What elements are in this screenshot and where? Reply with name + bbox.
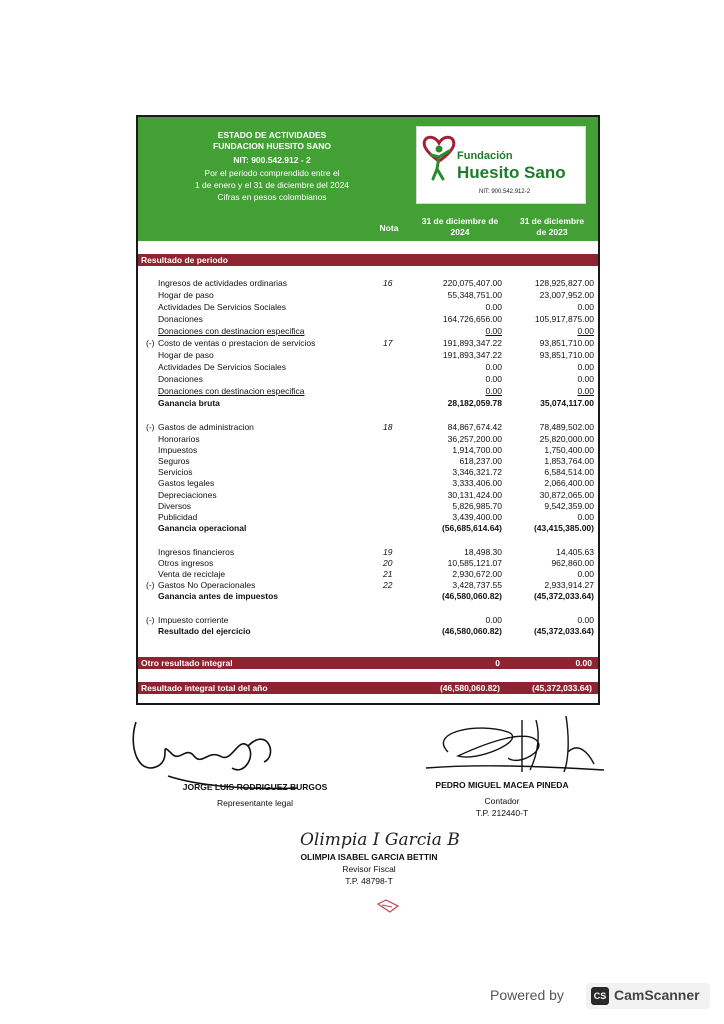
row-label: Ingresos financieros: [158, 547, 235, 557]
powered-by-label: Powered by: [490, 987, 564, 1003]
row-nota: 16: [383, 278, 393, 288]
row-nota: 22: [383, 580, 393, 590]
legal-rep-role: Representante legal: [216, 798, 294, 808]
row-value-2023: 0.00: [577, 512, 594, 522]
row-value-2023: 23,007,952.00: [539, 290, 594, 300]
row-value-2023: (43,415,385.00): [533, 523, 594, 533]
band-total-2023: (45,372,033.64): [531, 683, 592, 693]
table-row: [138, 615, 598, 626]
band-total-2024: (46,580,060.82): [439, 683, 500, 693]
row-value-2023: 35,074,117.00: [540, 398, 594, 408]
row-value-2023: 93,851,710.00: [539, 350, 594, 360]
row-value-2024: 10,585,121.07: [447, 558, 502, 568]
table-row: [138, 490, 598, 501]
contador-name: PEDRO MIGUEL MACEA PINEDA: [435, 780, 569, 790]
row-label: Ganancia operacional: [158, 523, 247, 533]
row-value-2023: 30,872,065.00: [539, 490, 594, 500]
row-value-2023: 0.00: [577, 386, 594, 396]
row-value-2023: 0.00: [577, 326, 594, 336]
table-row: [138, 558, 598, 569]
row-value-2023: 93,851,710.00: [539, 338, 594, 348]
column-header-2023-b: de 2023: [536, 227, 568, 237]
organization-name: FUNDACION HUESITO SANO: [213, 141, 331, 151]
table-row: [138, 512, 598, 523]
table-row: [138, 290, 598, 301]
contador-role: Contador: [484, 796, 520, 806]
signature-block-contador: [418, 779, 586, 819]
table-row: [138, 398, 598, 409]
row-value-2023: 2,066,400.00: [544, 478, 594, 488]
row-value-2023: 78,489,502.00: [539, 422, 594, 432]
table-row: [138, 626, 598, 637]
row-label: Donaciones con destinacion especifica: [158, 326, 305, 336]
row-value-2024: 0.00: [485, 615, 502, 625]
camscanner-badge: [586, 983, 710, 1009]
table-row: [138, 422, 598, 433]
table-row: [138, 478, 598, 489]
table-row: [138, 326, 598, 337]
row-label: Seguros: [158, 456, 190, 466]
row-label: Ganancia bruta: [158, 398, 220, 408]
foundation-logo: [416, 126, 586, 204]
table-row: [138, 314, 598, 325]
row-value-2023: 6,584,514.00: [544, 467, 594, 477]
row-value-2023: (45,372,033.64): [533, 626, 594, 636]
row-prefix: (-): [146, 580, 155, 590]
band-otro-resultado: [138, 657, 598, 669]
row-value-2023: 0.00: [577, 615, 594, 625]
row-value-2024: 0.00: [485, 362, 502, 372]
row-value-2024: 84,867,674.42: [447, 422, 502, 432]
table-row: [138, 467, 598, 478]
logo-text-fundacion: Fundación: [457, 150, 513, 162]
column-header-nota: Nota: [379, 223, 399, 233]
table-row: [138, 591, 598, 602]
period-line-2: 1 de enero y el 31 de diciembre del 2024: [194, 180, 350, 190]
row-value-2023: 9,542,359.00: [544, 501, 594, 511]
row-label: Donaciones: [158, 314, 203, 324]
band-total-label: Resultado integral total del año: [141, 683, 268, 693]
row-value-2024: 618,237.00: [459, 456, 502, 466]
row-value-2024: (46,580,060.82): [441, 626, 502, 636]
row-value-2024: (56,685,614.64): [441, 523, 502, 533]
band-resultado-periodo: [138, 254, 598, 266]
revisor-role: Revisor Fiscal: [342, 864, 396, 874]
statement-header: [138, 117, 598, 241]
camscanner-icon: CS: [591, 987, 609, 1005]
row-nota: 18: [383, 422, 393, 432]
table-row: [138, 580, 598, 591]
row-value-2024: 191,893,347.22: [442, 338, 502, 348]
row-value-2024: 30,131,424.00: [447, 490, 502, 500]
row-label: Servicios: [158, 467, 193, 477]
row-label: Diversos: [158, 501, 192, 511]
row-value-2024: 3,333,406.00: [452, 478, 502, 488]
row-value-2024: 220,075,407.00: [442, 278, 502, 288]
row-value-2024: 55,348,751.00: [447, 290, 502, 300]
signature-revisor-script: Olimpia I Garcia B: [300, 830, 460, 850]
table-row: [138, 547, 598, 558]
camscanner-brand: CamScanner: [614, 987, 700, 1003]
row-label: Resultado del ejercicio: [158, 626, 251, 636]
statement-title: ESTADO DE ACTIVIDADES: [217, 130, 327, 140]
row-value-2023: 1,750,400.00: [544, 445, 594, 455]
row-label: Gastos legales: [158, 478, 215, 488]
column-header-2024-b: 2024: [450, 227, 470, 237]
column-header-2023-a: 31 de diciembre: [519, 216, 585, 226]
row-label: Hogar de paso: [158, 350, 214, 360]
stamp-mark-icon: [376, 898, 400, 914]
row-value-2024: 36,257,200.00: [447, 434, 502, 444]
row-label: Publicidad: [158, 512, 198, 522]
row-label: Ingresos de actividades ordinarias: [158, 278, 287, 288]
row-value-2024: 2,930,672.00: [452, 569, 502, 579]
row-nota: 21: [383, 569, 393, 579]
legal-rep-name: JORGE LUIS RODRIGUEZ BURGOS: [182, 782, 328, 792]
row-value-2024: 191,893,347.22: [442, 350, 502, 360]
signature-contador: [418, 712, 608, 778]
row-label: Gastos de administracion: [158, 422, 254, 432]
column-header-2024-a: 31 de diciembre de: [421, 216, 499, 226]
row-nota: 17: [383, 338, 393, 348]
row-label: Costo de ventas o prestacion de servicios: [158, 338, 316, 348]
row-label: Impuestos: [158, 445, 198, 455]
row-value-2023: 2,933,914.27: [544, 580, 594, 590]
row-prefix: (-): [146, 422, 155, 432]
band-resultado-total: [138, 682, 598, 694]
row-nota: 19: [383, 547, 393, 557]
row-label: Hogar de paso: [158, 290, 214, 300]
organization-nit: NIT: 900.542.912 - 2: [233, 155, 311, 165]
table-row: [138, 302, 598, 313]
row-label: Donaciones con destinacion especifica: [158, 386, 305, 396]
row-value-2024: (46,580,060.82): [441, 591, 502, 601]
row-value-2024: 18,498.30: [464, 547, 502, 557]
row-value-2024: 0.00: [485, 386, 502, 396]
currency-note: Cifras en pesos colombianos: [217, 192, 327, 202]
signature-block-legal: [166, 781, 344, 809]
revisor-tp: T.P. 48798-T: [345, 876, 393, 886]
table-row: [138, 350, 598, 361]
row-value-2024: 28,182,059.78: [447, 398, 502, 408]
financial-statement: [136, 115, 600, 705]
row-label: Ganancia antes de impuestos: [158, 591, 278, 601]
row-label: Donaciones: [158, 374, 203, 384]
row-value-2023: 105,917,875.00: [534, 314, 594, 324]
row-value-2024: 5,826,985.70: [452, 501, 502, 511]
row-value-2023: (45,372,033.64): [533, 591, 594, 601]
heart-figure-icon: [421, 133, 457, 181]
row-value-2024: 3,346,321.72: [452, 467, 502, 477]
table-row: [138, 386, 598, 397]
row-value-2023: 1,853,764.00: [544, 456, 594, 466]
logo-nit: NIT: 900.542.912-2: [479, 189, 531, 195]
table-row: [138, 523, 598, 534]
revisor-name: OLIMPIA ISABEL GARCIA BETTIN: [300, 852, 438, 862]
table-row: [138, 338, 598, 349]
row-prefix: (-): [146, 338, 155, 348]
row-label: Depreciaciones: [158, 490, 217, 500]
row-value-2023: 0.00: [577, 374, 594, 384]
period-line-1: Por el periodo comprendido entre el: [204, 168, 340, 178]
row-value-2024: 3,439,400.00: [452, 512, 502, 522]
row-value-2023: 14,405.63: [556, 547, 594, 557]
row-value-2024: 3,428,737.55: [452, 580, 502, 590]
row-value-2024: 1,914,700.00: [452, 445, 502, 455]
row-prefix: (-): [146, 615, 155, 625]
row-value-2024: 164,726,656.00: [442, 314, 502, 324]
row-value-2024: 0.00: [485, 326, 502, 336]
row-value-2023: 0.00: [577, 302, 594, 312]
logo-text-huesito-sano: Huesito Sano: [457, 163, 566, 182]
band-resultado-periodo-label: Resultado de periodo: [141, 255, 228, 265]
table-row: [138, 501, 598, 512]
contador-tp: T.P. 212440-T: [475, 808, 529, 818]
row-label: Gastos No Operacionales: [158, 580, 256, 590]
row-value-2023: 0.00: [577, 569, 594, 579]
row-label: Honorarios: [158, 434, 200, 444]
row-label: Venta de reciclaje: [158, 569, 226, 579]
band-otro-2023: 0.00: [575, 658, 592, 668]
table-row: [138, 362, 598, 373]
table-row: [138, 374, 598, 385]
signature-block-revisor: [284, 851, 454, 887]
table-row: [138, 278, 598, 289]
row-value-2024: 0.00: [485, 374, 502, 384]
row-label: Otros ingresos: [158, 558, 214, 568]
row-nota: 20: [383, 558, 393, 568]
row-value-2023: 0.00: [577, 362, 594, 372]
row-value-2023: 25,820,000.00: [539, 434, 594, 444]
table-row: [138, 434, 598, 445]
row-label: Actividades De Servicios Sociales: [158, 302, 287, 312]
row-label: Actividades De Servicios Sociales: [158, 362, 287, 372]
table-row: [138, 445, 598, 456]
row-label: Impuesto corriente: [158, 615, 229, 625]
row-value-2023: 128,925,827.00: [534, 278, 594, 288]
row-value-2024: 0.00: [485, 302, 502, 312]
band-otro-label: Otro resultado integral: [141, 658, 233, 668]
table-row: [138, 569, 598, 580]
row-value-2023: 962,860.00: [551, 558, 594, 568]
band-otro-2024: 0: [495, 658, 500, 668]
table-row: [138, 456, 598, 467]
